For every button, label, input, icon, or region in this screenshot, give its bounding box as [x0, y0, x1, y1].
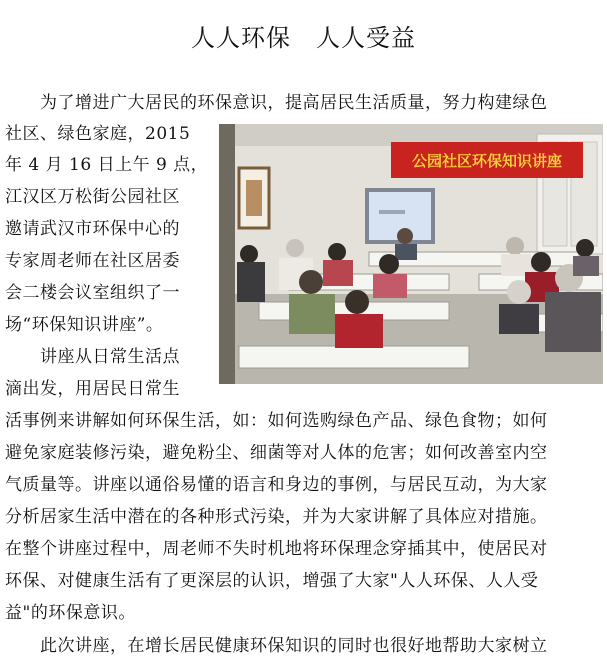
paragraph-line: 分析居家生活中潜在的各种形式污染，并为大家讲解了具体应对措施。 [5, 507, 548, 527]
article-title: 人人环保 人人受益 [191, 24, 416, 52]
paragraph-line: 避免家庭装修污染，避免粉尘、细菌等对人体的危害；如何改善室内空 [5, 443, 548, 463]
paragraph-line: 会二楼会议室组织了一 [5, 283, 180, 303]
paragraph-line: 年 4 月 16 日上午 9 点， [5, 155, 209, 175]
paragraph-line: 讲座从日常生活点 [5, 347, 180, 367]
paragraph-line: 为了增进广大居民的环保意识，提高居民生活质量，努力构建绿色 [5, 93, 548, 113]
paragraph-line: 场“环保知识讲座”。 [5, 315, 164, 335]
paragraph-line: 滴出发，用居民日常生 [5, 379, 180, 399]
banner-text: 公园社区环保知识讲座 [411, 152, 563, 170]
paragraph-line: 活事例来讲解如何环保生活，如：如何选购绿色产品、绿色食物；如何 [5, 411, 548, 431]
paragraph-line: 益"的环保意识。 [5, 603, 136, 623]
paragraph-line: 气质量等。讲座以通俗易懂的语言和身边的事例，与居民互动，为大家 [5, 475, 548, 495]
paragraph-line: 在整个讲座过程中，周老师不失时机地将环保理念穿插其中，使居民对 [5, 539, 548, 559]
paragraph-line: 社区、绿色家庭，2015 [5, 124, 191, 144]
paragraph-line: 环保、对健康生活有了更深层的认识，增强了大家"人人环保、人人受 [5, 571, 539, 591]
paragraph-line: 此次讲座，在增长居民健康环保知识的同时也很好地帮助大家树立 [5, 636, 548, 656]
paragraph-line: 专家周老师在社区居委 [5, 251, 180, 271]
paragraph-line: 江汉区万松街公园社区 [5, 187, 180, 207]
lecture-photo [219, 124, 603, 384]
paragraph-line: 邀请武汉市环保中心的 [5, 219, 180, 239]
